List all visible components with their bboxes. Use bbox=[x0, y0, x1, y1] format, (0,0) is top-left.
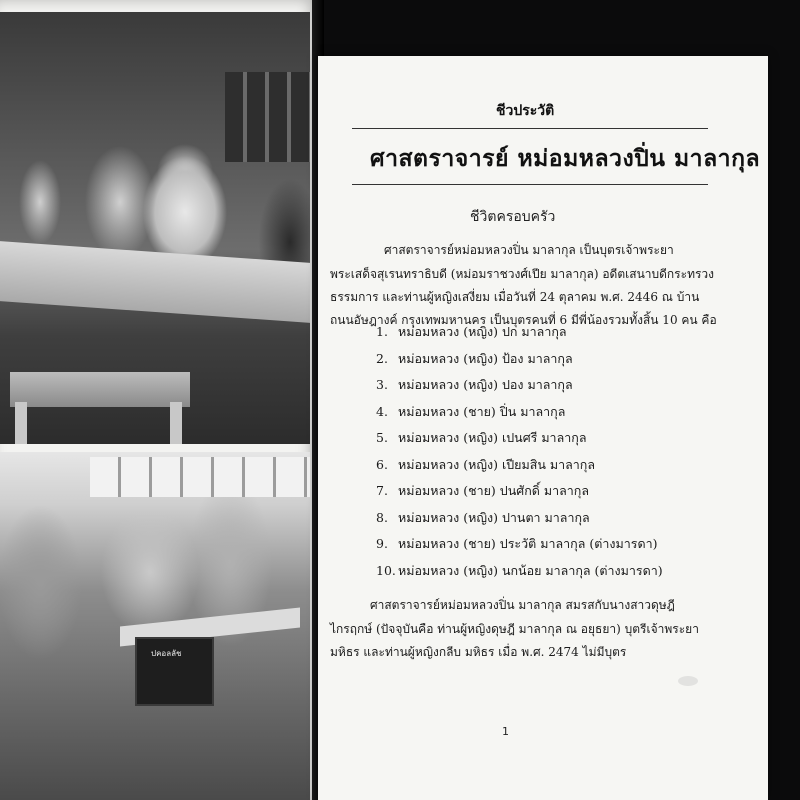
chair bbox=[10, 372, 190, 407]
page-number: 1 bbox=[502, 725, 509, 738]
list-item: 3. หม่อมหลวง (หญิง) ปอง มาลากุล bbox=[376, 377, 573, 392]
chair-leg bbox=[170, 402, 182, 444]
fence bbox=[90, 457, 310, 497]
group-photo-indoor bbox=[0, 12, 310, 444]
marriage-line: มหิธร และท่านผู้หญิงกลีบ มหิธร เมื่อ พ.ศ. 2474 ไม่มีบุตร bbox=[330, 645, 627, 659]
page-title: ศาสตราจารย์ หม่อมหลวงปิ่น มาลากุล bbox=[370, 145, 761, 172]
sign-board bbox=[135, 637, 214, 706]
siblings-list bbox=[376, 322, 663, 587]
window bbox=[225, 72, 310, 162]
group-photo-outdoor bbox=[0, 452, 310, 800]
subheading: ชีวิตครอบครัว bbox=[470, 209, 556, 225]
marriage-line: ศาสตราจารย์หม่อมหลวงปิ่น มาลากุล สมรสกับนางสาวดุษฎี bbox=[370, 598, 675, 612]
table bbox=[0, 241, 310, 323]
list-item: 10. หม่อมหลวง (หญิง) นกน้อย มาลากุล (ต่างมารดา) bbox=[376, 562, 663, 578]
chair-leg bbox=[15, 402, 27, 444]
divider-bottom bbox=[352, 184, 708, 185]
right-page bbox=[318, 56, 768, 800]
list-item: 7. หม่อมหลวง (ชาย) ปนศักดิ์ มาลากุล bbox=[376, 483, 590, 498]
list-item: 9. หม่อมหลวง (ชาย) ประวัติ มาลากุล (ต่างมารดา) bbox=[376, 536, 658, 551]
intro-line: ถนนอัษฎางค์ กรุงเทพมหานคร เป็นบุตรคนที่ 6 มีพี่น้องรวมทั้งสิ้น 10 คน คือ bbox=[330, 313, 717, 327]
list-item: 4. หม่อมหลวง (ชาย) ปิ่น มาลากุล bbox=[376, 403, 566, 419]
section-kicker: ชีวประวัติ bbox=[496, 103, 555, 119]
left-page bbox=[0, 0, 318, 800]
list-item: 8. หม่อมหลวง (หญิง) ปานตา มาลากุล bbox=[376, 509, 590, 525]
list-item: 6. หม่อมหลวง (หญิง) เปียมสิน มาลากุล bbox=[376, 456, 596, 472]
paper-smudge bbox=[678, 676, 698, 686]
intro-line: ธรรมการ และท่านผู้หญิงเสงี่ยม เมื่อวันที่ 24 ตุลาคม พ.ศ. 2446 ณ บ้าน bbox=[330, 290, 700, 304]
marriage-line: ไกรฤกษ์ (ปัจจุบันคือ ท่านผู้หญิงดุษฎี มาลากุล ณ อยุธยา) บุตรีเจ้าพระยา bbox=[330, 622, 699, 636]
sign-board-text: ปคอลลัช bbox=[151, 649, 182, 658]
intro-line: พระเสด็จสุเรนทราธิบดี (หม่อมราชวงศ์เปีย มาลากุล) อดีตเสนาบดีกระทรวง bbox=[330, 267, 715, 281]
list-item: 1. หม่อมหลวง (หญิง) ปก มาลากุล bbox=[376, 324, 567, 339]
divider-top bbox=[352, 128, 708, 129]
intro-line: ศาสตราจารย์หม่อมหลวงปิ่น มาลากุล เป็นบุตรเจ้าพระยา bbox=[384, 243, 674, 257]
list-item: 2. หม่อมหลวง (หญิง) ป้อง มาลากุล bbox=[376, 350, 573, 366]
list-item: 5. หม่อมหลวง (หญิง) เปนศรี มาลากุล bbox=[376, 430, 587, 445]
